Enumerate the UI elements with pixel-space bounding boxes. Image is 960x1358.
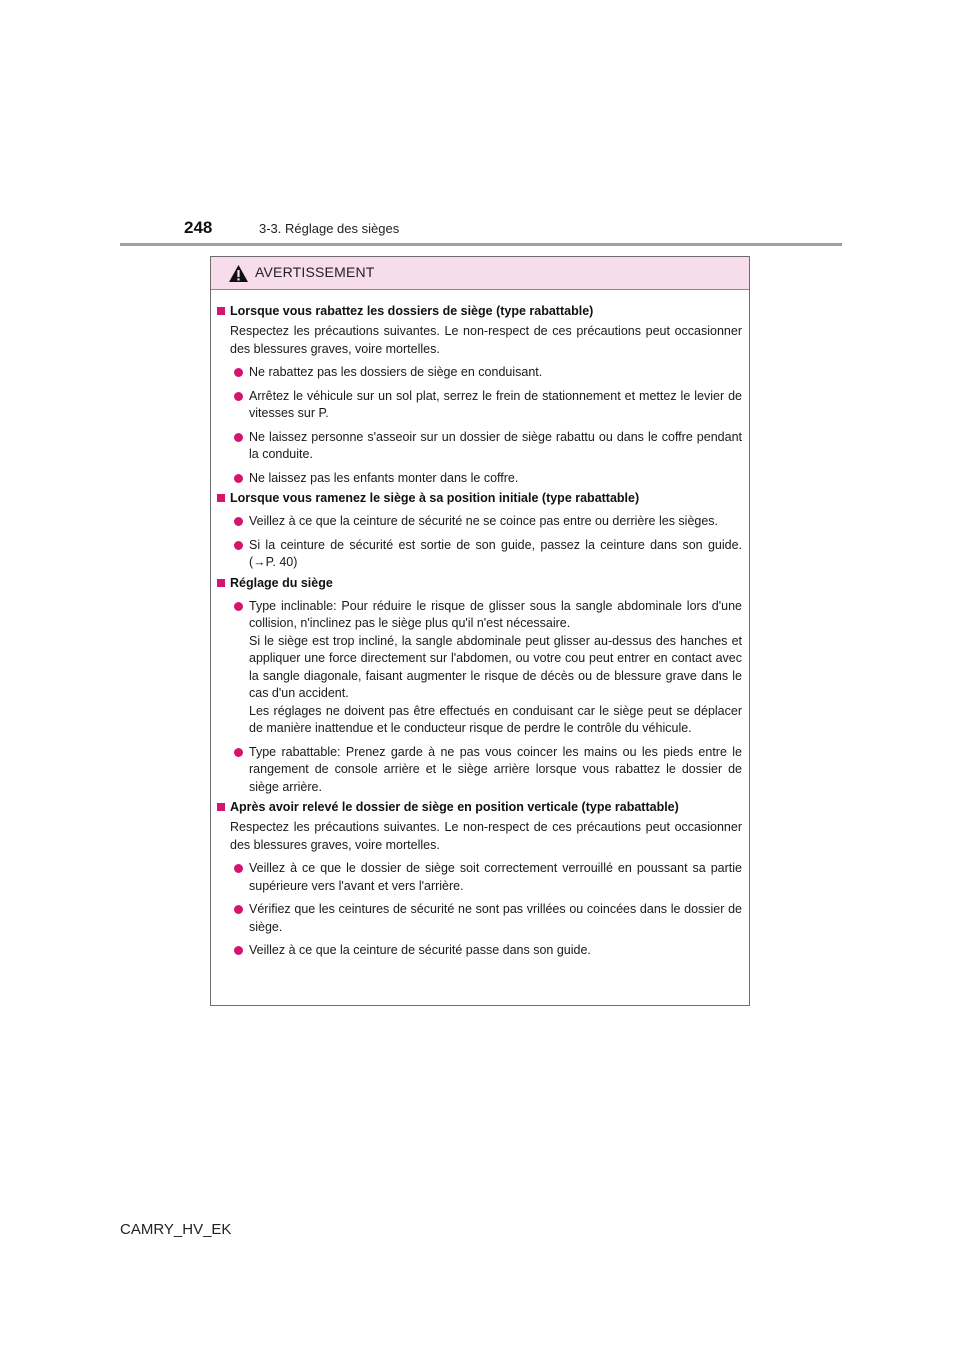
bullet-item xyxy=(217,429,742,464)
round-bullet-icon xyxy=(234,517,243,526)
round-bullet-icon xyxy=(234,748,243,757)
bullet-text: Ne laissez personne s'asseoir sur un dossier de siège rabattu ou dans le coffre pendant la conduite. xyxy=(249,429,742,461)
square-bullet-icon xyxy=(217,307,225,315)
round-bullet-icon xyxy=(234,905,243,914)
round-bullet-icon xyxy=(234,433,243,442)
bullet-item xyxy=(217,860,742,895)
section-heading xyxy=(217,490,742,507)
warning-header xyxy=(211,257,749,290)
square-bullet-icon xyxy=(217,803,225,811)
warning-section xyxy=(217,799,742,960)
section-paragraph: Respectez les précautions suivantes. Le non-respect de ces précautions peut occasionner des blessures graves, voire mortelles. xyxy=(230,820,742,852)
bullet-item xyxy=(217,744,742,797)
page-number: 248 xyxy=(184,218,213,237)
bullet-text: Veillez à ce que le dossier de siège soit correctement verrouillé en poussant sa partie supérieure vers l'avant et vers l'arrière. xyxy=(249,861,742,893)
document-code: CAMRY_HV_EK xyxy=(120,1221,232,1238)
bullet-item xyxy=(217,470,742,488)
round-bullet-icon xyxy=(234,946,243,955)
section-paragraph: Respectez les précautions suivantes. Le non-respect de ces précautions peut occasionner des blessures graves, voire mortelles. xyxy=(230,324,742,356)
section-heading xyxy=(217,303,742,320)
section-title: 3-3. Réglage des sièges xyxy=(259,221,400,236)
bullet-item xyxy=(217,388,742,423)
section-heading-text: Lorsque vous ramenez le siège à sa position initiale (type rabattable) xyxy=(230,491,640,505)
bullet-text: Type inclinable: Pour réduire le risque de glisser sous la sangle abdominale lors d'une collision, n'inclinez pas le siège plus qu'il n'est nécessaire. Si le siège est trop incliné, la sangle abdominale peut glisser au-dessus des hanches et appliquer une force directement sur l'abdomen, ou votre cou peut entrer en contact avec la sangle diagonale, faisant augmenter le risque de décès ou de blessure grave dans le cas d'un accident. Les réglages ne doivent pas être effectués en conduisant car le siège peut se déplacer de manière inattendue et le conducteur risque de perdre le contrôle du véhicule. xyxy=(249,598,742,735)
bullet-item xyxy=(217,942,742,960)
section-heading-text: Lorsque vous rabattez les dossiers de siège (type rabattable) xyxy=(230,304,594,318)
round-bullet-icon xyxy=(234,864,243,873)
bullet-item xyxy=(217,598,742,738)
bullet-text: Ne rabattez pas les dossiers de siège en conduisant. xyxy=(249,365,543,379)
round-bullet-icon xyxy=(234,368,243,377)
square-bullet-icon xyxy=(217,579,225,587)
warning-title: AVERTISSEMENT xyxy=(255,264,375,280)
bullet-text: Vérifiez que les ceintures de sécurité ne sont pas vrillées ou coincées dans le dossier de siège. xyxy=(249,902,742,934)
bullet-text: Ne laissez pas les enfants monter dans le coffre. xyxy=(249,470,519,485)
warning-box xyxy=(210,256,750,1006)
section-heading-text: Réglage du siège xyxy=(230,575,333,590)
bullet-text: Arrêtez le véhicule sur un sol plat, serrez le frein de stationnement et mettez le levier de vitesses sur P. xyxy=(249,388,742,420)
section-heading-text: Après avoir relevé le dossier de siège en position verticale (type rabattable) xyxy=(230,800,679,814)
bullet-item xyxy=(217,513,742,531)
round-bullet-icon xyxy=(234,392,243,401)
warning-section xyxy=(217,490,742,572)
warning-triangle-icon xyxy=(228,264,249,283)
bullet-item xyxy=(217,537,742,572)
section-heading xyxy=(217,799,742,816)
bullet-text: Type rabattable: Prenez garde à ne pas vous coincer les mains ou les pieds entre le rangement de console arrière et le siège arrière lorsque vous rabattez le dossier de siège arrière. xyxy=(249,744,742,794)
warning-body xyxy=(211,290,749,960)
warning-section xyxy=(217,575,742,797)
bullet-text: Veillez à ce que la ceinture de sécurité ne se coince pas entre ou derrière les sièges. xyxy=(249,514,719,528)
bullet-text: Veillez à ce que la ceinture de sécurité passe dans son guide. xyxy=(249,943,591,957)
square-bullet-icon xyxy=(217,494,225,502)
round-bullet-icon xyxy=(234,541,243,550)
header-divider xyxy=(120,243,842,246)
round-bullet-icon xyxy=(234,602,243,611)
bullet-item xyxy=(217,364,742,382)
bullet-item xyxy=(217,901,742,936)
bullet-text: Si la ceinture de sécurité est sortie de son guide, passez la ceinture dans son guide. (→P. 40) xyxy=(249,537,742,569)
round-bullet-icon xyxy=(234,474,243,483)
warning-section xyxy=(217,303,742,487)
section-heading xyxy=(217,575,742,592)
